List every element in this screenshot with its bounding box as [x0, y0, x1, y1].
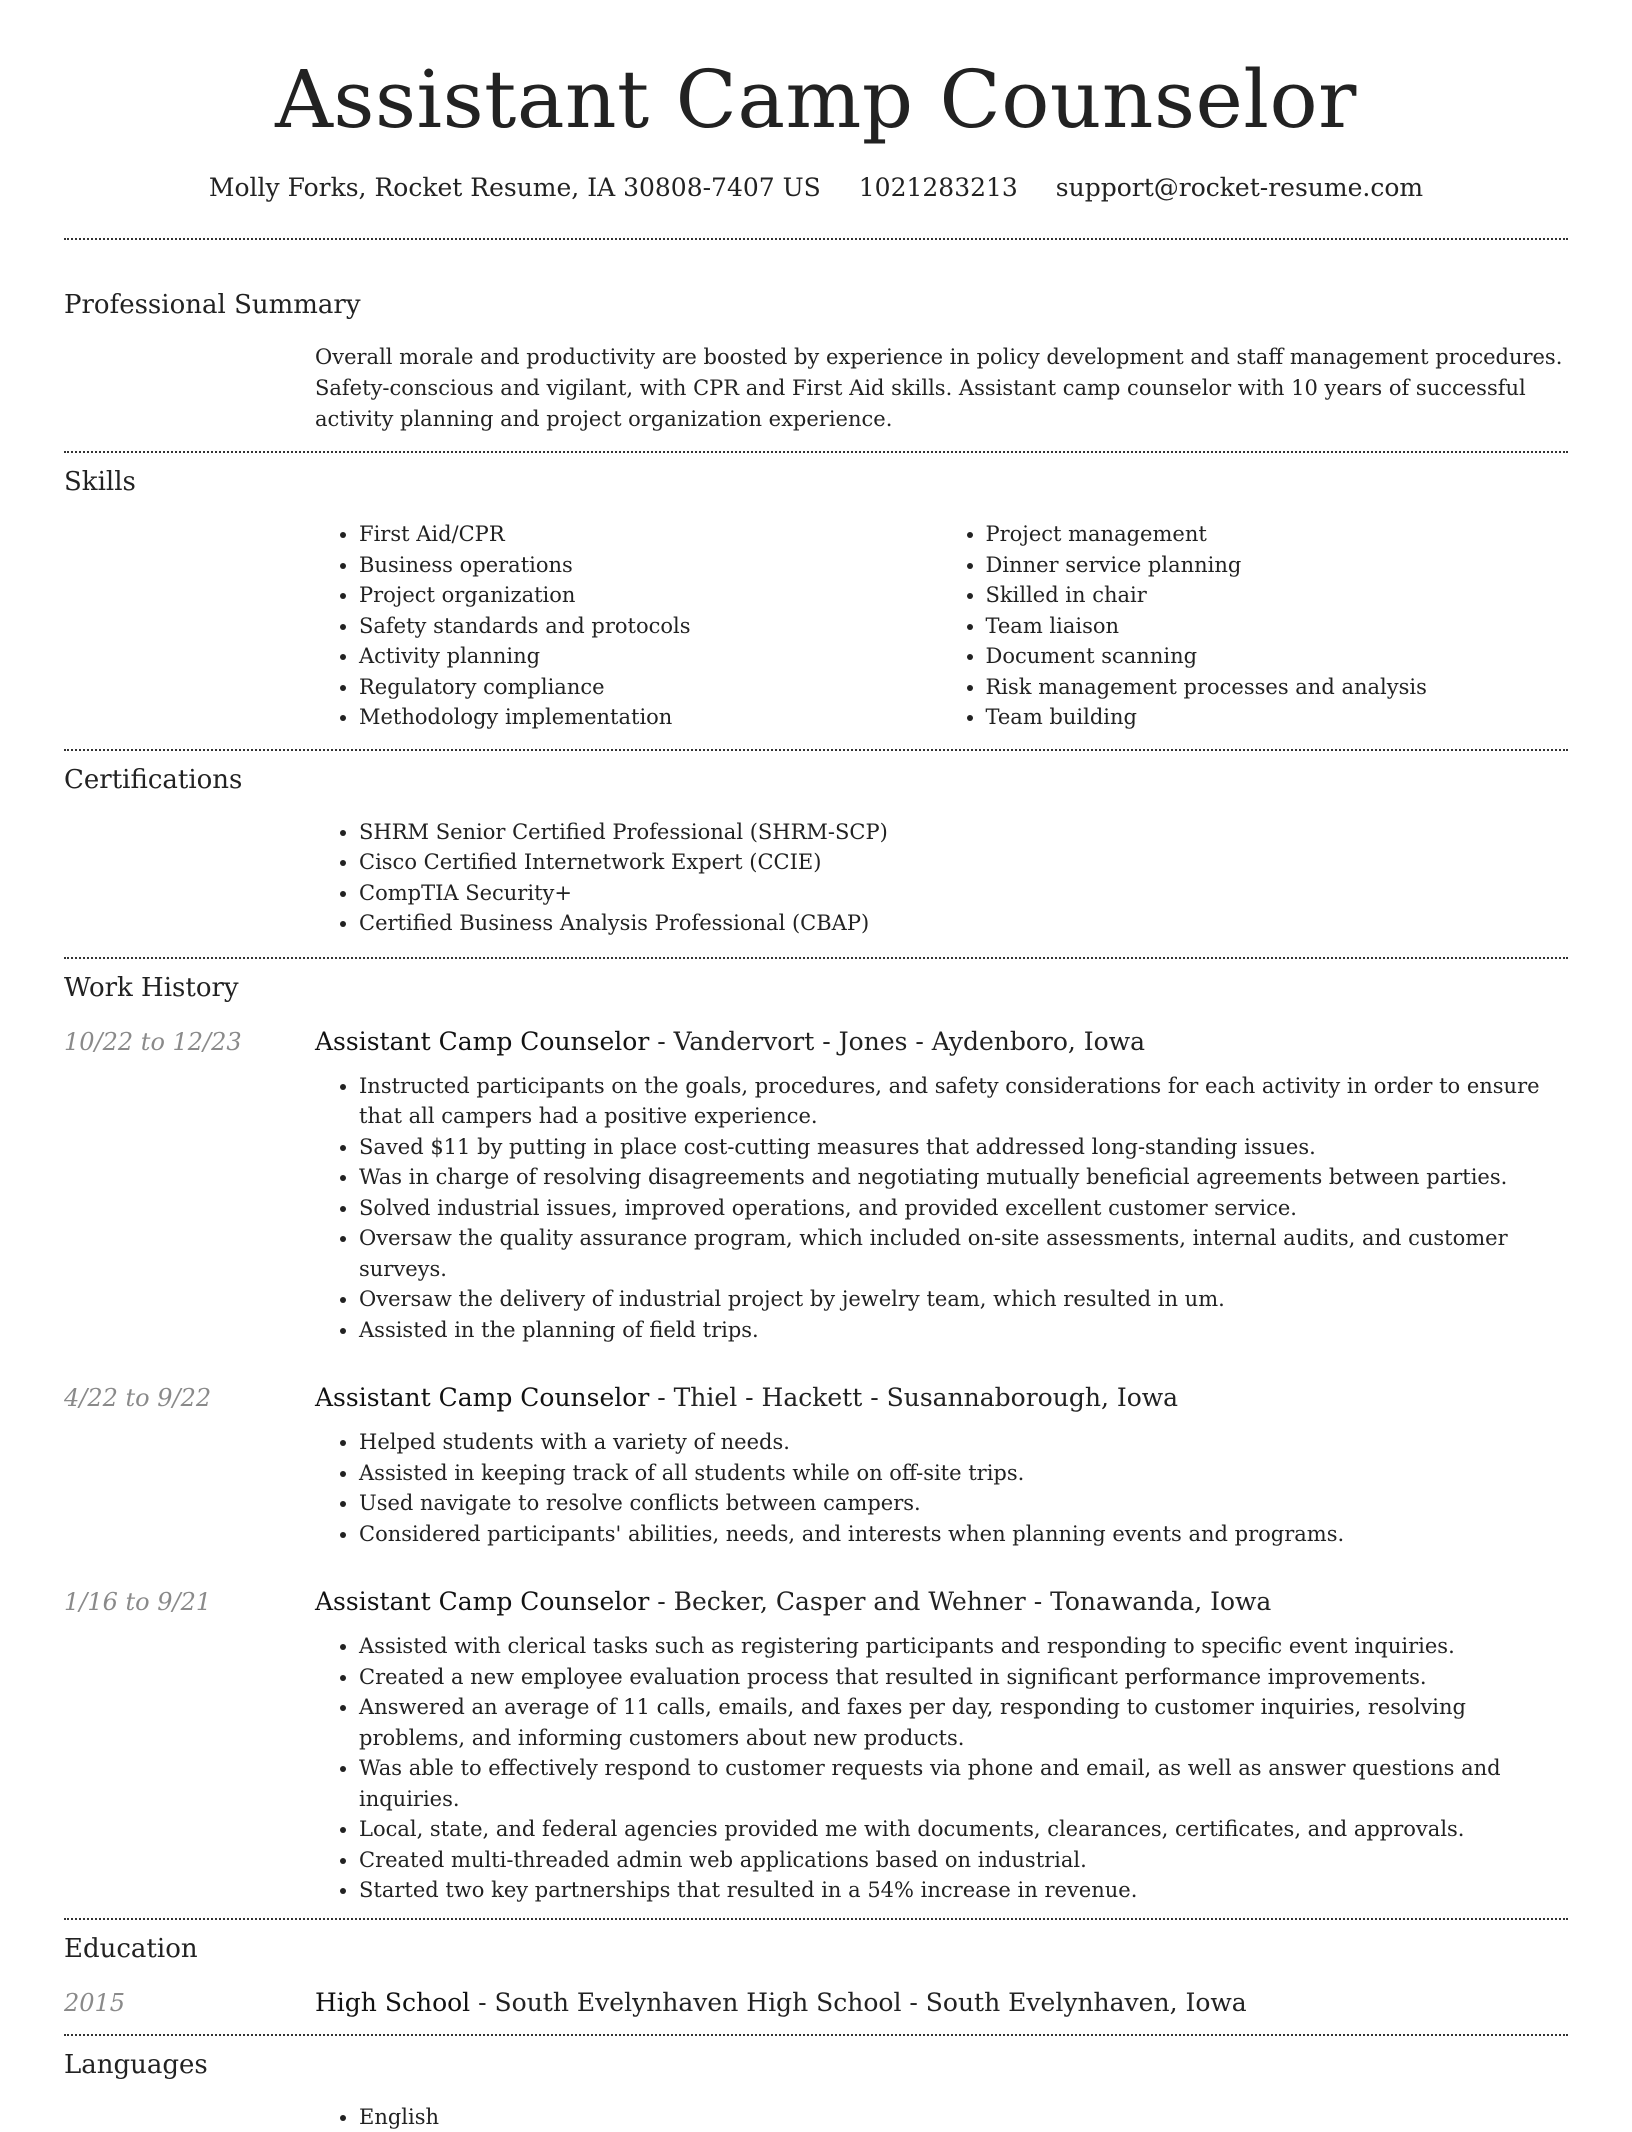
job-entry [64, 1025, 1568, 1346]
job-bullet: • Started two key partnerships that resulted in a 54% increase in revenue. [359, 1875, 1568, 1906]
job-role: Assistant Camp Counselor [315, 1383, 649, 1412]
education-title: Education [64, 1932, 1568, 1966]
skill-item: • Project management [986, 519, 1569, 550]
work-history-title: Work History [64, 971, 1568, 1005]
summary-text: Overall morale and productivity are boosted by experience in policy development and staff management procedures. Safety-conscious and vigilant, with CPR and First Aid skills. Assistant camp counselor with 10 years of successful activity planning and project organization experience. [315, 342, 1568, 435]
skill-item: • Dinner service planning [986, 550, 1569, 581]
job-bullets [315, 1427, 1568, 1549]
job-bullet: • Helped students with a variety of needs. [359, 1427, 1568, 1458]
skill-item: • Team liaison [986, 611, 1569, 642]
job-date: 4/22 to 9/22 [64, 1381, 315, 1415]
certifications-title: Certifications [64, 763, 1568, 797]
job-bullet: • Created multi-threaded admin web applications based on industrial. [359, 1845, 1568, 1876]
job-entry [64, 1381, 1568, 1549]
job-bullet: • Oversaw the delivery of industrial project by jewelry team, which resulted in um. [359, 1284, 1568, 1315]
skill-item: • Business operations [359, 550, 942, 581]
job-bullet: • Created a new employee evaluation process that resulted in significant performance improvements. [359, 1662, 1568, 1693]
job-bullet: • Assisted in keeping track of all students while on off-site trips. [359, 1458, 1568, 1489]
skill-item: • Document scanning [986, 641, 1569, 672]
skill-item: • Methodology implementation [359, 702, 942, 733]
languages-list [315, 2102, 1568, 2132]
contact-email: support@rocket-resume.com [1056, 173, 1423, 202]
job-bullet: • Assisted in the planning of field trips. [359, 1315, 1568, 1346]
certification-item: • CompTIA Security+ [359, 878, 1568, 909]
job-entry [64, 1585, 1568, 1906]
job-bullet: • Used navigate to resolve conflicts between campers. [359, 1488, 1568, 1519]
skills-list-left [315, 519, 942, 733]
skills-title: Skills [64, 465, 1568, 499]
skill-item: • Regulatory compliance [359, 672, 942, 703]
certification-item: • SHRM Senior Certified Professional (SHRM-SCP) [359, 817, 1568, 848]
skill-item: • First Aid/CPR [359, 519, 942, 550]
contact-line [64, 172, 1568, 204]
education-date: 2015 [64, 1986, 315, 2020]
contact-address: Molly Forks, Rocket Resume, IA 30808-7407 US [209, 173, 821, 202]
job-role: Assistant Camp Counselor [315, 1587, 649, 1616]
job-bullet: • Saved $11 by putting in place cost-cutting measures that addressed long-standing issues. [359, 1132, 1568, 1163]
skills-grid [315, 519, 1568, 733]
candidate-name: Assistant Camp Counselor [64, 52, 1568, 148]
summary-section [64, 240, 1568, 451]
certifications-section [64, 751, 1568, 957]
languages-title: Languages [64, 2048, 1568, 2082]
skill-item: • Project organization [359, 580, 942, 611]
job-title [315, 1381, 1178, 1415]
skills-section [64, 453, 1568, 749]
education-section [64, 1920, 1568, 2034]
job-bullets [315, 1071, 1568, 1346]
resume-header [64, 0, 1568, 204]
job-bullet: • Considered participants' abilities, needs, and interests when planning events and programs. [359, 1519, 1568, 1550]
job-date: 1/16 to 9/21 [64, 1585, 315, 1619]
contact-phone: 1021283213 [859, 173, 1018, 202]
certification-item: • Cisco Certified Internetwork Expert (CCIE) [359, 847, 1568, 878]
skill-item: • Team building [986, 702, 1569, 733]
work-history-section [64, 959, 1568, 1918]
job-bullet: • Was in charge of resolving disagreements and negotiating mutually beneficial agreements between parties. [359, 1162, 1568, 1193]
job-details: - Vandervort - Jones - Aydenboro, Iowa [649, 1027, 1145, 1056]
education-entry [315, 1986, 1247, 2020]
job-bullet: • Solved industrial issues, improved operations, and provided excellent customer service. [359, 1193, 1568, 1224]
job-details: - Thiel - Hackett - Susannaborough, Iowa [649, 1383, 1178, 1412]
certification-item: • Certified Business Analysis Professional (CBAP) [359, 908, 1568, 939]
skill-item: • Safety standards and protocols [359, 611, 942, 642]
skill-item: • Risk management processes and analysis [986, 672, 1569, 703]
job-title [315, 1585, 1271, 1619]
certifications-list [315, 817, 1568, 939]
job-bullet: • Answered an average of 11 calls, emails, and faxes per day, responding to customer inquiries, resolving problems, and informing customers about new products. [359, 1692, 1568, 1753]
job-title [315, 1025, 1145, 1059]
job-date: 10/22 to 12/23 [64, 1025, 315, 1059]
job-bullet: • Oversaw the quality assurance program, which included on-site assessments, internal audits, and customer surveys. [359, 1223, 1568, 1284]
skills-list-right [942, 519, 1569, 733]
job-bullet: • Local, state, and federal agencies provided me with documents, clearances, certificates, and approvals. [359, 1814, 1568, 1845]
education-details: - South Evelynhaven High School - South Evelynhaven, Iowa [470, 1988, 1247, 2017]
job-bullet: • Assisted with clerical tasks such as registering participants and responding to specific event inquiries. [359, 1631, 1568, 1662]
job-bullet: • Was able to effectively respond to customer requests via phone and email, as well as answer questions and inquiries. [359, 1753, 1568, 1814]
skill-item: • Activity planning [359, 641, 942, 672]
job-bullet: • Instructed participants on the goals, procedures, and safety considerations for each activity in order to ensure that all campers had a positive experience. [359, 1071, 1568, 1132]
education-degree: High School [315, 1988, 470, 2017]
job-bullets [315, 1631, 1568, 1906]
job-role: Assistant Camp Counselor [315, 1027, 649, 1056]
languages-section [64, 2036, 1568, 2132]
job-details: - Becker, Casper and Wehner - Tonawanda, Iowa [649, 1587, 1271, 1616]
skill-item: • Skilled in chair [986, 580, 1569, 611]
language-item: • English [359, 2102, 1568, 2132]
summary-title: Professional Summary [64, 288, 1568, 322]
